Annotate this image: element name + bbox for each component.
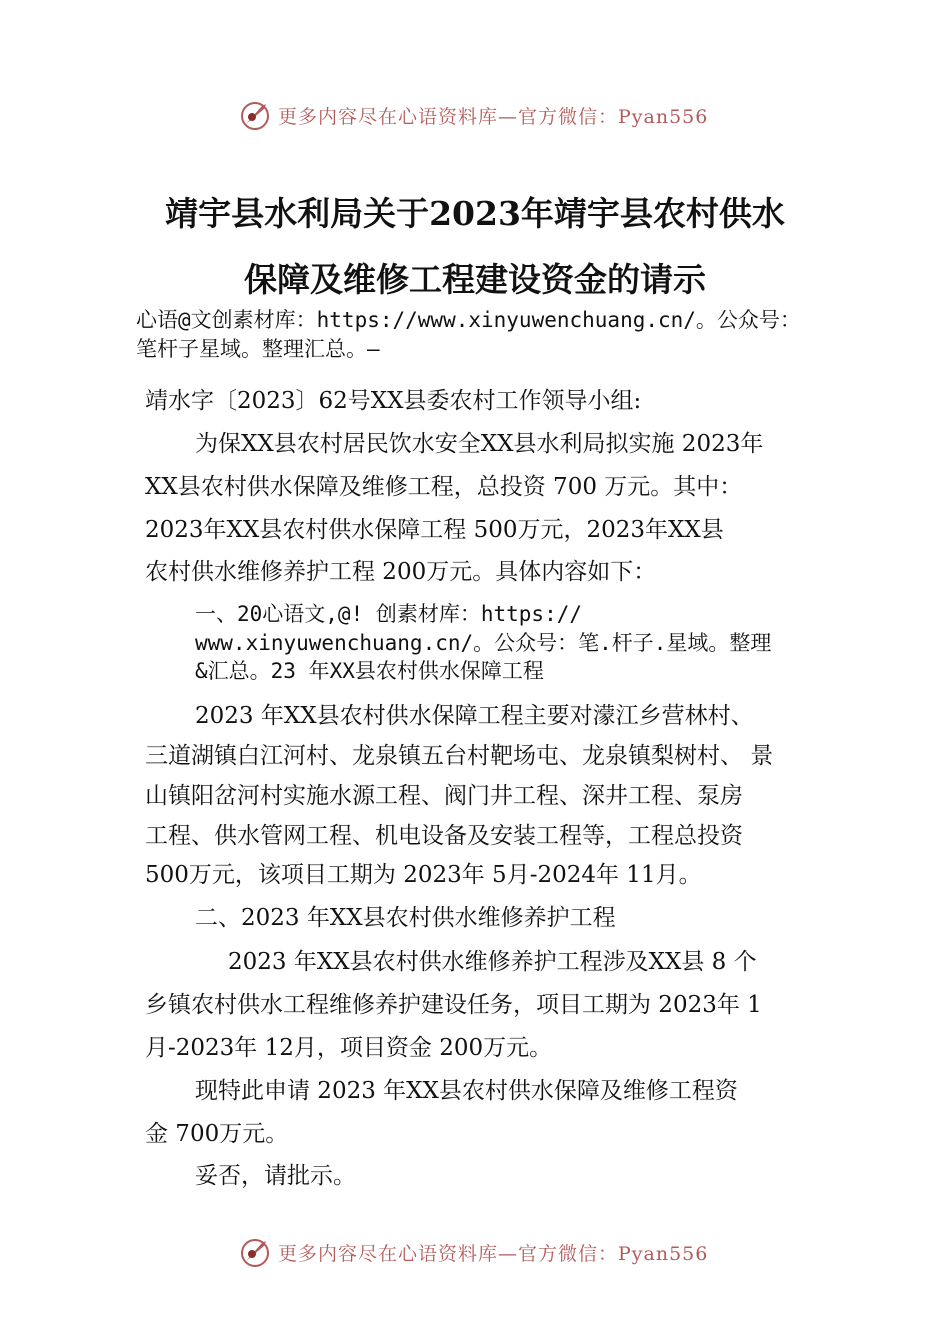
- intro-line: 2023年XX县农村供水保障工程 500万元，2023年XX县: [145, 517, 724, 543]
- request-line: 金 700万元。: [145, 1121, 289, 1147]
- section2-body-line: 月-2023年 12月，项目资金 200万元。: [145, 1035, 553, 1061]
- watermark-line-1: 心语@文创素材库：https://www.xinyuwenchuang.cn/。公众号：: [136, 308, 801, 332]
- footer-banner: [238, 1233, 708, 1271]
- section2-body-line: 2023 年XX县农村供水维修养护工程涉及XX县 8 个: [228, 949, 757, 975]
- intro-line: 为保XX县农村居民饮水安全XX县水利局拟实施 2023年: [195, 431, 764, 457]
- section2-body-line: 乡镇农村供水工程维修养护建设任务，项目工期为 2023年 1: [145, 992, 762, 1018]
- section1-body-line: 500万元，该项目工期为 2023年 5月-2024年 11月。: [145, 862, 702, 888]
- header-banner-text: 更多内容尽在心语资料库—官方微信：Pyan556: [278, 105, 709, 128]
- watermark-line-2: 笔杆子星域。整理汇总。—: [136, 337, 380, 361]
- section1-body-line: 2023 年XX县农村供水保障工程主要对濛江乡营林村、: [195, 703, 754, 729]
- quill-logo-icon: [238, 98, 272, 132]
- section1-body-line: 工程、供水管网工程、机电设备及安装工程等，工程总投资: [145, 823, 743, 849]
- intro-line: XX县农村供水保障及维修工程，总投资 700 万元。其中：: [145, 474, 743, 500]
- section1-body-line: 山镇阳岔河村实施水源工程、阀门井工程、深井工程、泵房: [145, 783, 743, 809]
- section1-heading-line: www.xinyuwenchuang.cn/。公众号：笔.杆子.星域。整理: [195, 631, 772, 655]
- section1-heading-line: &汇总。23 年XX县农村供水保障工程: [195, 659, 544, 683]
- section2-heading: 二、2023 年XX县农村供水维修养护工程: [195, 905, 616, 931]
- request-line: 现特此申请 2023 年XX县农村供水保障及维修工程资: [195, 1078, 738, 1104]
- header-banner: [238, 96, 708, 134]
- section1-heading-line: 一、20心语文,@! 创素材库：https://: [195, 602, 583, 626]
- intro-line: 农村供水维修养护工程 200万元。具体内容如下：: [145, 559, 657, 585]
- quill-logo-icon: [238, 1235, 272, 1269]
- closing-line: 妥否，请批示。: [195, 1163, 356, 1189]
- document-title-line-1: 靖宇县水利局关于2023年靖宇县农村供水: [165, 194, 785, 233]
- document-title-line-2: 保障及维修工程建设资金的请示: [244, 260, 706, 299]
- section1-body-line: 三道湖镇白江河村、龙泉镇五台村靶场屯、龙泉镇梨树村、 景: [145, 743, 774, 769]
- doc-number-line: 靖水字〔2023〕62号XX县委农村工作领导小组:: [145, 388, 642, 414]
- footer-banner-text: 更多内容尽在心语资料库—官方微信：Pyan556: [278, 1242, 709, 1265]
